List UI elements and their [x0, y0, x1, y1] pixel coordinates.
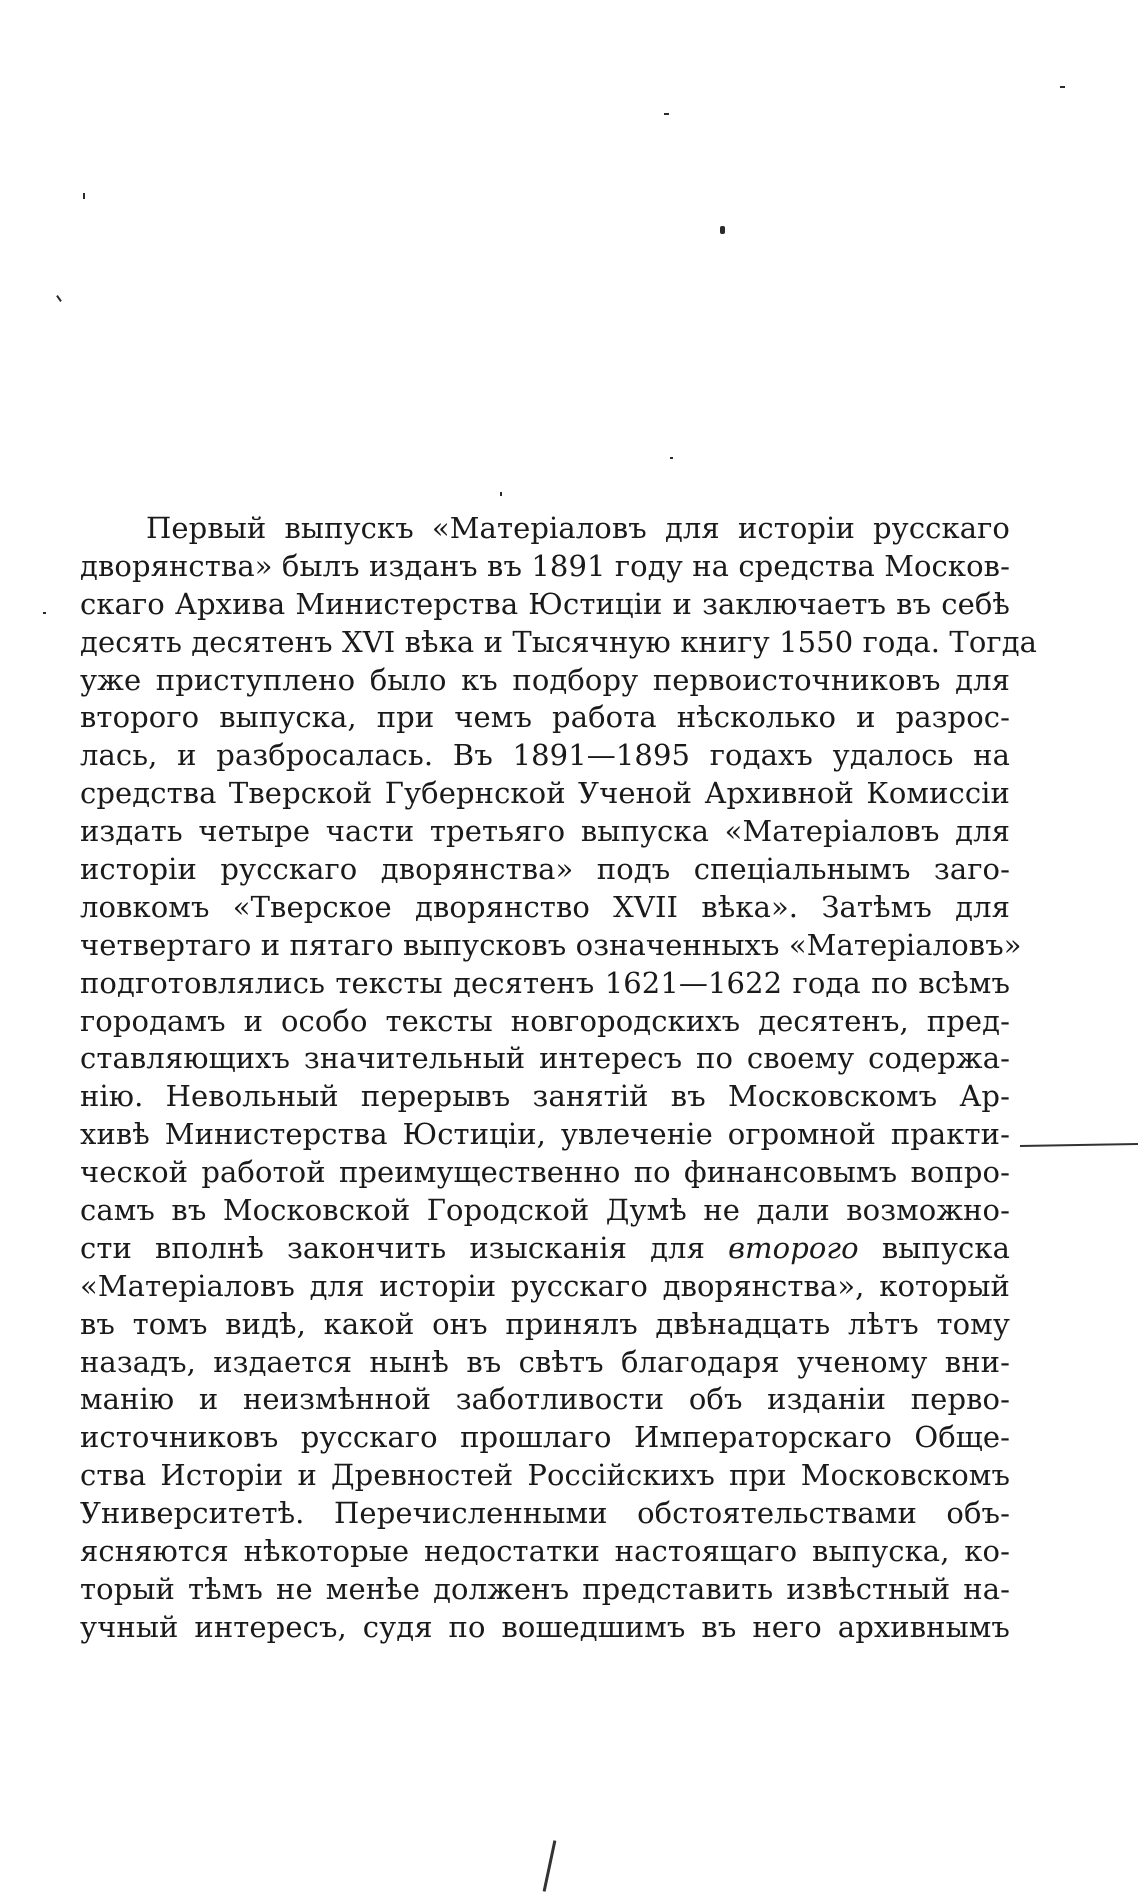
margin-rule-line — [1020, 1143, 1138, 1147]
text-line: въ томъ видѣ, какой онъ принялъ двѣнадцать лѣтъ тому — [80, 1306, 1010, 1341]
scan-speck — [83, 193, 85, 199]
text-line: источниковъ русскаго прошлаго Императорскаго Обще- — [80, 1420, 1010, 1455]
text-line: исторіи русскаго дворянства» подъ спеціальнымъ заго- — [80, 852, 1010, 887]
text-line: подготовлялись тексты десятенъ 1621—1622 года по всѣмъ — [80, 965, 1010, 1000]
scan-speck — [56, 295, 62, 302]
text-line: лась, и разбросалась. Въ 1891—1895 годахъ удалось на — [80, 738, 1010, 773]
text-line: «Матеріаловъ для исторіи русскаго дворянства», который — [80, 1268, 1010, 1303]
text-line: Первый выпускъ «Матеріаловъ для исторіи русскаго — [146, 511, 1010, 545]
text-line: ясняются нѣкоторые недостатки настоящаго выпуска, ко- — [80, 1534, 1010, 1569]
scan-speck — [670, 457, 673, 459]
text-line: уже приступлено было къ подбору первоисточниковъ для — [80, 662, 1010, 697]
text-line: второго выпуска, при чемъ работа нѣсколько и разрос- — [80, 700, 1010, 735]
text-line: самъ въ Московской Городской Думѣ не дали возможно- — [80, 1193, 1010, 1228]
text-line: ческой работой преимущественно по финансовымъ вопро- — [80, 1155, 1010, 1190]
text-line — [80, 1230, 1010, 1268]
text-line: четвертаго и пятаго выпусковъ означенныхъ «Матеріаловъ» — [80, 927, 1022, 962]
text-line: ловкомъ «Тверское дворянство XVII вѣка». Затѣмъ для — [80, 889, 1010, 924]
text-line: Университетѣ. Перечисленными обстоятельствами объ- — [80, 1496, 1010, 1531]
text-segment: сти вполнѣ закончить изысканія для — [80, 1230, 729, 1265]
text-line: торый тѣмъ не менѣе долженъ представить извѣстный на- — [80, 1571, 1010, 1606]
text-line: ставляющихъ значительный интересъ по своему содержа- — [80, 1041, 1010, 1076]
text-line: манію и неизмѣнной заботливости объ изданіи перво- — [80, 1382, 1010, 1417]
scan-speck — [500, 492, 502, 496]
text-line: средства Тверской Губернской Ученой Архивной Комиссіи — [80, 776, 1010, 811]
text-line: назадъ, издается нынѣ въ свѣтъ благодаря ученому вни- — [80, 1344, 1010, 1379]
scan-speck — [664, 113, 669, 115]
text-line: ства Исторіи и Древностей Россійскихъ при Московскомъ — [80, 1458, 1010, 1493]
text-line: десять десятенъ XVI вѣка и Тысячную книгу 1550 года. Тогда — [80, 624, 1038, 659]
text-line: скаго Архива Министерства Юстиціи и заключаетъ въ себѣ — [80, 586, 1010, 621]
italic-word: второго — [728, 1230, 859, 1265]
text-segment: выпуска — [858, 1230, 1010, 1265]
body-text — [80, 510, 1038, 1647]
text-line: нію. Невольный перерывъ занятій въ Московскомъ Ар- — [80, 1079, 1010, 1114]
text-line: городамъ и особо тексты новгородскихъ десятенъ, пред- — [80, 1003, 1010, 1038]
scan-speck — [720, 226, 725, 234]
text-line: издать четыре части третьяго выпуска «Матеріаловъ для — [80, 814, 1010, 849]
pencil-mark — [543, 1840, 557, 1891]
text-line: дворянства» былъ изданъ въ 1891 году на средства Москов- — [80, 548, 1010, 583]
scan-speck — [43, 612, 46, 614]
text-line: учный интересъ, судя по вошедшимъ въ него архивнымъ — [80, 1609, 1010, 1644]
scan-speck — [1060, 86, 1065, 88]
text-line: хивѣ Министерства Юстиціи, увлеченіе огромной практи- — [80, 1117, 1010, 1152]
